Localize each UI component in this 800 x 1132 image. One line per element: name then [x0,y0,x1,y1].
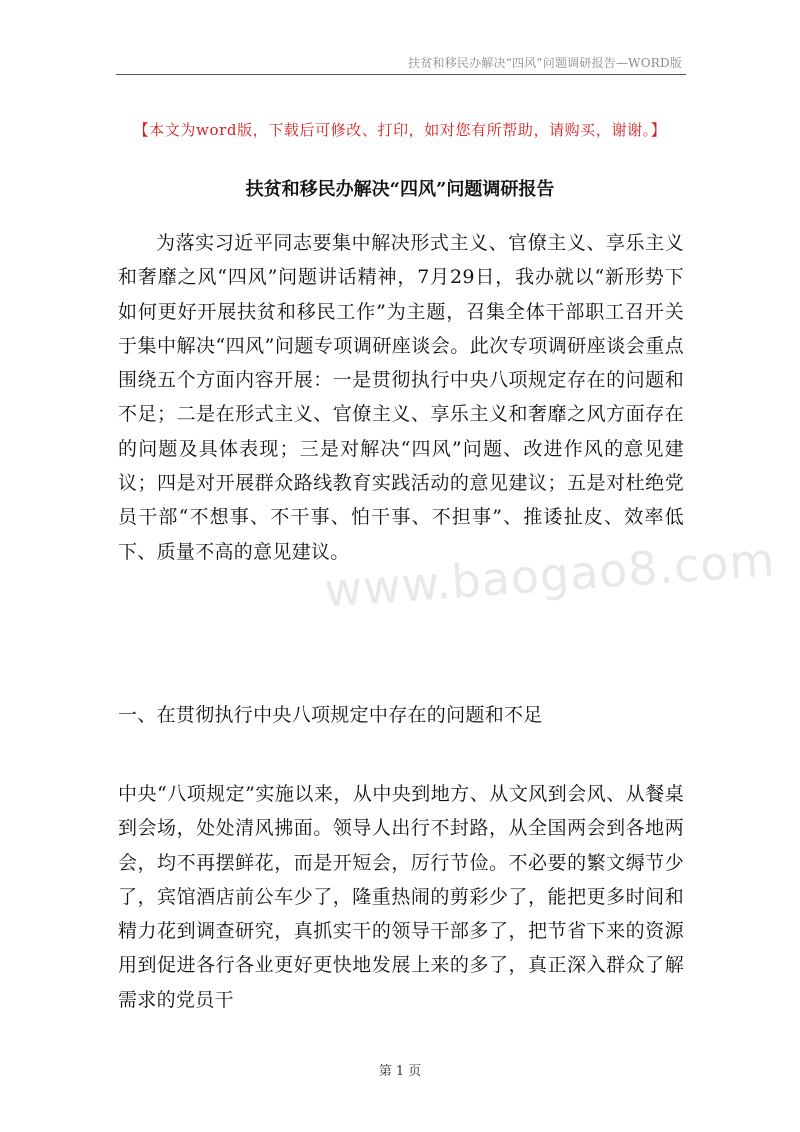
running-header: 扶贫和移民办解决“四风”问题调研报告—WORD版 [408,56,682,70]
page-number: 第 1 页 [378,1064,422,1079]
document-title: 扶贫和移民办解决“四风”问题调研报告 [245,179,555,200]
watermark: www.baogao8.com [322,532,777,618]
body-paragraph: 中央“八项规定”实施以来，从中央到地方、从文风到会风、从餐桌到会场，处处清风拂面。领导人出行不封路，从全国两会到各地两会，均不再摆鲜花，而是开短会，厉行节俭。不必要的繁文缛节少了，宾馆酒店前公车少了，隆重热闹的剪彩少了，能把更多时间和精力花到调查研究，真抓实干的领导干部多了，把节省下来的资源用到促进各行各业更好更快地发展上来的多了，真正深入群众了解需求的党员干 [118,783,684,1011]
section-heading: 一、在贯彻执行中央八项规定中存在的问题和不足 [118,704,543,726]
intro-paragraph: 为落实习近平同志要集中解决形式主义、官僚主义、享乐主义和奢靡之风“四风”问题讲话精神，7月29日，我办就以“新形势下如何更好开展扶贫和移民工作”为主题，召集全体干部职工召开关于集中解决“四风”问题专项调研座谈会。此次专项调研座谈会重点围绕五个方面内容开展：一是贯彻执行中央八项规定存在的问题和不足；二是在形式主义、官僚主义、享乐主义和奢靡之风方面存在的问题及具体表现；三是对解决“四风”问题、改进作风的意见建议；四是对开展群众路线教育实践活动的意见建议；五是对杜绝党员干部“不想事、不干事、怕干事、不担事”、推诿扯皮、效率低下、质量不高的意见建议。 [118,232,684,563]
download-notice: 【本文为word版，下载后可修改、打印，如对您有所帮助，请购买，谢谢。】 [133,121,667,139]
header-divider [116,74,686,75]
